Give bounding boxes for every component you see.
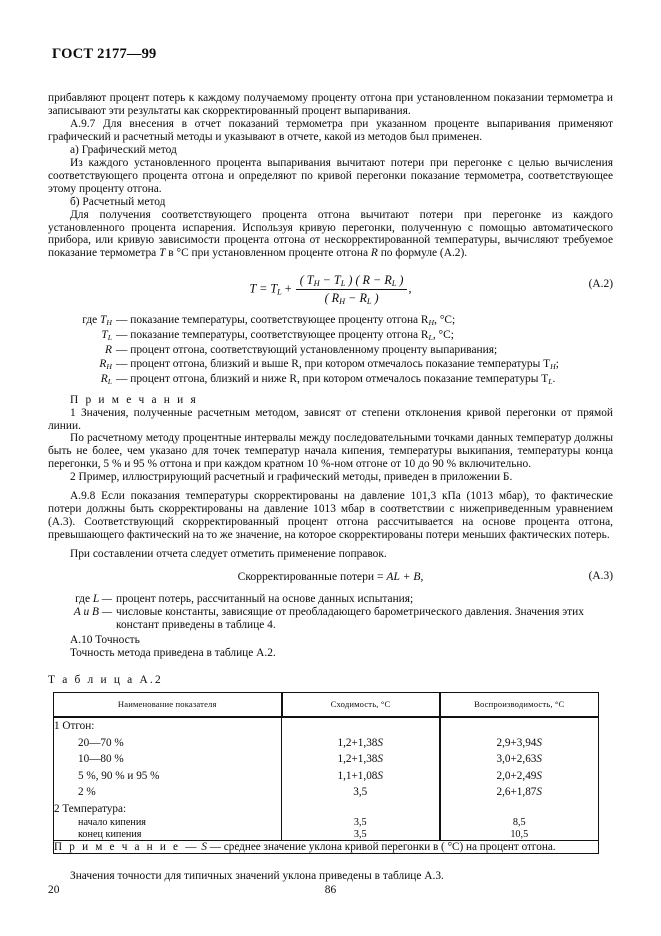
- definition-lead: [48, 606, 116, 619]
- value-symbol: S: [377, 753, 383, 766]
- note-2: 2 Пример, иллюстрирующий расчетный и графический методы, приведен в приложении Б.: [70, 471, 513, 484]
- row-label: 20—70 %: [78, 736, 124, 749]
- value-symbol: S: [536, 736, 542, 749]
- definition-text-main: — показание температуры, соответствующее проценту отгона R: [116, 314, 429, 327]
- table-header-indicator: Наименование показателя: [54, 693, 282, 718]
- value-text: 1,2+1,38: [337, 753, 378, 766]
- precision-table: [53, 692, 599, 854]
- num-part4: ): [396, 273, 404, 288]
- paragraph-report-note: При составлении отчета следует отметить применение поправок.: [70, 548, 387, 561]
- num-sub2: L: [340, 279, 346, 289]
- definition-text: [116, 314, 613, 329]
- table-footnote-row: [54, 841, 599, 854]
- group1-label: 1 Отгон:: [54, 720, 95, 733]
- spacer-line: [441, 718, 599, 735]
- table-header: [54, 693, 599, 718]
- row-label: начало кипения: [78, 817, 146, 829]
- symbol-T: T: [159, 247, 166, 260]
- row-label: 10—80 %: [78, 753, 124, 766]
- folio-left: 20: [48, 884, 60, 896]
- definition-symbol: А и B —: [73, 606, 112, 619]
- heading-method-calc: б) Расчетный метод: [70, 195, 166, 208]
- spacer-line: [282, 801, 439, 818]
- definition-text-main: — показание температуры, соответствующее проценту отгона R: [116, 329, 429, 342]
- definition-lead: [48, 593, 116, 606]
- definition-text: [116, 593, 613, 606]
- row-value: [441, 768, 599, 785]
- footnote-label: П р и м е ч а н и е —: [54, 841, 199, 854]
- definition-text: [116, 344, 613, 357]
- formula-a3-number: (А.3): [588, 570, 613, 583]
- where-label: где: [82, 314, 98, 327]
- value-text: 2,6+1,87: [496, 786, 537, 799]
- table-cell-indicator: [54, 717, 282, 841]
- definition-symbol: L —: [92, 593, 112, 606]
- definition-row: [48, 373, 613, 388]
- table-header-reproducibility: Воспроизводимость, °С: [440, 693, 599, 718]
- table-header-row: [54, 693, 599, 718]
- formula-a3-prefix: Скорректированные потери =: [237, 570, 387, 584]
- table-row: [54, 717, 599, 841]
- paragraph-a97: А.9.7 Для внесения в отчет показаний термометра при указанном проценте выпаривания применяют графический и расчетный методы и указывают в отчете, какой из методов был применен.: [48, 117, 613, 143]
- row-value: [441, 735, 599, 752]
- definition-text-sub: H: [550, 361, 556, 371]
- value-symbol: S: [536, 769, 542, 782]
- definition-lead: [48, 329, 116, 344]
- table-cell-reproducibility: [440, 717, 599, 841]
- formula-a2-lhs-sub: L: [277, 287, 282, 297]
- definition-symbol-sub: L: [107, 376, 112, 386]
- formula-a3: [48, 570, 613, 583]
- formula-a2-comma: ,: [408, 281, 412, 296]
- row-value: 3,5: [353, 817, 367, 829]
- formula-a3-block: [48, 570, 613, 586]
- definition-symbol: R: [105, 344, 112, 357]
- formula-a2-block: [48, 271, 613, 305]
- definition-symbol-sub: H: [106, 361, 112, 371]
- paragraph-a10: Точность метода приведена в таблице А.2.: [70, 647, 276, 660]
- value-text: 1,2+1,38: [337, 736, 378, 749]
- value-text: 3,0+2,63: [496, 753, 537, 766]
- formula-a2-fraction: [296, 273, 408, 306]
- row-value: 8,5: [512, 817, 526, 829]
- row-value: [282, 768, 439, 785]
- den-sub1: H: [339, 297, 346, 307]
- footnote-text: — среднее значение уклона кривой перегонки в ( °С) на процент отгона.: [209, 841, 556, 854]
- definition-text: [116, 606, 613, 619]
- table-header-repeatability: Сходимость, °С: [282, 693, 440, 718]
- paragraph-method-calc: [48, 209, 613, 261]
- definition-symbol: T: [101, 329, 108, 342]
- value-symbol: S: [536, 753, 542, 766]
- notes-heading: П р и м е ч а н и я: [70, 393, 198, 406]
- num-part3: ) ( R − R: [345, 273, 392, 288]
- note-1-continued: По расчетному методу процентные интервалы между последовательными точками данных температур должны быть не более, чем указано для точек температур начала кипения, температуры выкипания, температуры конца перегонки, 5 % и 95 % оттона и при каждом кратном 10 %-ном отгоне от 10 до 90 % включительно.: [48, 432, 613, 471]
- formula-a2-numerator: [296, 273, 408, 290]
- definition-row: [48, 344, 613, 357]
- definition-row: [48, 314, 613, 329]
- row-value: 3,5: [353, 828, 367, 840]
- definition-text-main: — процент отгона, близкий и ниже R, при котором отмечалось показание температуры T: [116, 372, 549, 385]
- definition-lead: [48, 344, 116, 357]
- value-text: 1,1+1,08: [337, 769, 378, 782]
- formula-a2-plus: +: [281, 281, 295, 296]
- definition-continuation: констант приведены в таблице 4.: [116, 619, 276, 632]
- den-sub2: L: [366, 297, 372, 307]
- den-part3: ): [371, 291, 379, 306]
- definition-row: [48, 606, 613, 619]
- folio-center: 86: [324, 884, 337, 896]
- value-symbol: S: [377, 769, 383, 782]
- row-value: [441, 784, 599, 801]
- definition-row: [48, 358, 613, 373]
- paragraph-intro: прибавляют процент потерь к каждому получаемому проценту отгона при установленном показании термометра и записывают эти результаты как скорректированный процент выпаривания.: [48, 92, 613, 117]
- spacer-line: [441, 801, 599, 818]
- document-body: [48, 92, 613, 883]
- table-cell-repeatability: [282, 717, 440, 841]
- definition-symbol: T: [100, 314, 107, 327]
- paragraph-method-calc-tail: по формуле (А.2).: [377, 247, 468, 260]
- paragraph-method-calc-part1: Для получения соответствующего процента отгона вычитают потери при перегонке из каждого установленного процента испарения. Используя кривую перегонки, полученную с помощью автоматического прибора, или кривую зависимости процента отгона от нескорректированной температуры, вычисляют требуемое показание термометра: [48, 208, 613, 260]
- definition-text-main: — процент отгона, соответствующий установленному проценту выпаривания;: [116, 344, 498, 357]
- definition-symbol-sub: H: [106, 318, 112, 328]
- formula-a3-comma: ,: [420, 570, 424, 584]
- paragraph-after-table: Значения точности для типичных значений уклона приведены в таблице А.3.: [70, 870, 444, 883]
- definition-text-main: числовые константы, зависящие от преобладающего барометрического давления. Значения этих: [116, 606, 584, 619]
- definition-text-sub: H: [428, 318, 435, 328]
- table-caption: Т а б л и ц а А.2: [48, 674, 163, 687]
- definition-lead: [48, 358, 116, 373]
- definition-text: [116, 329, 613, 344]
- definition-text-tail: , °С;: [434, 314, 456, 327]
- formula-a2: [48, 273, 613, 306]
- definition-text-sub: L: [548, 376, 553, 386]
- num-part2: − T: [319, 273, 341, 288]
- definition-text-tail: , °С;: [432, 329, 454, 342]
- where-label: где: [75, 593, 91, 606]
- heading-a10: А.10 Точность: [70, 634, 140, 647]
- definition-text: [116, 373, 613, 388]
- formula-a2-number: (А.2): [588, 278, 613, 291]
- note-1: 1 Значения, полученные расчетным методом, зависят от степени отклонения кривой перегонки от прямой линии.: [48, 406, 613, 432]
- definitions-list-a2: [48, 314, 613, 387]
- row-value: [441, 751, 599, 768]
- row-value: 10,5: [510, 828, 529, 840]
- num-sub1: H: [313, 279, 320, 289]
- num-part1: ( T: [299, 273, 314, 288]
- row-label: 2 %: [78, 786, 96, 799]
- page-header-standard-number: ГОСТ 2177—99: [52, 46, 157, 62]
- definition-text-main: процент потерь, рассчитанный на основе данных испытания;: [116, 593, 414, 606]
- value-text: 2,0+2,49: [496, 769, 537, 782]
- value-text: 3,5: [353, 786, 368, 799]
- row-value: [282, 735, 439, 752]
- paragraph-method-calc-mid: в °С при установленном проценте отгона: [165, 247, 371, 260]
- row-label: конец кипения: [78, 828, 142, 840]
- paragraph-method-graphic: Из каждого установленного процента выпаривания вычитают потери при перегонке с целью вычисления соответствующего процента отгона и определяют по кривой перегонки показание термометра, соответствующее этому проценту отгона.: [48, 156, 613, 195]
- table-footnote: [54, 841, 599, 854]
- definition-text-sub: L: [428, 333, 433, 343]
- formula-a2-denominator: [296, 290, 408, 306]
- definition-text: [116, 358, 613, 373]
- footnote-symbol: S: [201, 841, 207, 854]
- definition-text-tail: ;: [555, 357, 559, 370]
- num-sub3: L: [391, 279, 397, 289]
- value-symbol: S: [536, 786, 542, 799]
- definition-lead: [48, 314, 116, 329]
- table-body: [54, 717, 599, 854]
- paragraph-a98: А.9.8 Если показания температуры скорректированы на давление 101,3 кПа (1013 мбар), то фактические потери должны быть скорректированы на давление 1013 мбар в соответствии с нижеприведенным уравнением (А.3). Соответствующий скорректированный процент отгона рассчитывается на основе процента отгона, превышающего фактический на то же значение, на которое скорректированы потери меньших фактических потерь.: [48, 490, 613, 542]
- value-text: 2,9+3,94: [496, 736, 537, 749]
- heading-method-graphic: а) Графический метод: [70, 143, 177, 156]
- definitions-list-a3: [48, 593, 613, 632]
- definition-symbol: R: [100, 372, 108, 385]
- definition-symbol-sub: L: [107, 333, 112, 343]
- row-value: [282, 751, 439, 768]
- definition-symbol: R: [99, 357, 107, 370]
- formula-a3-expression: AL + B: [386, 570, 421, 584]
- den-part1: ( R: [324, 291, 340, 306]
- definition-text-main: — процент отгона, близкий и выше R, при котором отмечалось показание температуры T: [116, 357, 551, 370]
- symbol-R: R: [370, 247, 378, 260]
- row-label: 5 %, 90 % и 95 %: [78, 769, 160, 782]
- definition-row: [48, 593, 613, 606]
- group2-label: 2 Температура:: [54, 802, 127, 815]
- definition-text-tail: .: [552, 372, 556, 385]
- spacer-line: [282, 718, 439, 735]
- value-symbol: S: [377, 736, 383, 749]
- row-value: [282, 784, 439, 801]
- definition-lead: [48, 373, 116, 388]
- definition-row: [48, 329, 613, 344]
- formula-a2-lhs: T = T: [249, 281, 278, 296]
- den-part2: − R: [345, 291, 367, 306]
